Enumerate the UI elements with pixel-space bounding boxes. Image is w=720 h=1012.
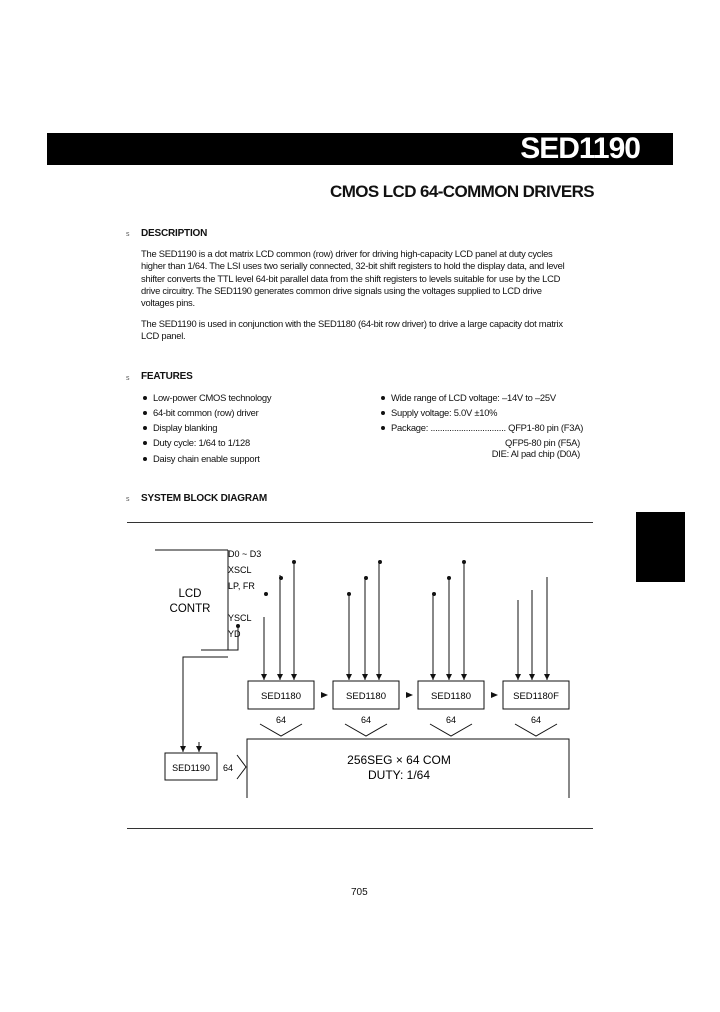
common-bus-chevron [237, 755, 246, 779]
common-driver [165, 753, 217, 780]
package-option: QFP5-80 pin (F5A) [505, 437, 580, 448]
text-line: higher than 1/64. The LSI uses two serially connected, 32-bit shift registers to hold the display data, and level [141, 260, 565, 272]
feature-item: Package: ................................ QFP1-80 pin (F3A) [381, 422, 583, 433]
text-line: The SED1190 is used in conjunction with the SED1180 (64-bit row driver) to drive a large capacity dot matrix [141, 318, 563, 329]
driver-label: SED1180 [431, 691, 471, 702]
segment-driver [333, 681, 399, 709]
signal-label: XSCL [228, 565, 252, 575]
feature-item: 64-bit common (row) driver [143, 407, 259, 418]
section-marker: s [126, 496, 130, 503]
text-line: voltages pins. [141, 297, 195, 309]
signal-label: YSCL [228, 613, 252, 623]
signal-arrows [264, 561, 547, 680]
block-diagram-heading: SYSTEM BLOCK DIAGRAM [141, 493, 268, 504]
section-marker: s [126, 375, 130, 382]
description-heading: DESCRIPTION [141, 228, 208, 239]
driver-label: SED1180F [513, 691, 559, 702]
driver-label: SED1180 [261, 691, 301, 702]
features-heading: FEATURES [141, 371, 193, 382]
section-marker: s [126, 231, 130, 238]
text-line: LCD panel. [141, 330, 186, 342]
bus-label: 64 [361, 715, 372, 725]
signal-label: LP, FR [228, 581, 255, 591]
page-number: 705 [351, 887, 368, 898]
text-line: shifter converts the TTL level 64-bit parallel data from the shift registers to levels suitable for use by the LCD [141, 272, 561, 284]
feature-item: Display blanking [143, 422, 217, 433]
bus-label: 64 [223, 763, 234, 773]
package-option: DIE: Al pad chip (D0A) [491, 448, 580, 459]
panel-label: DUTY: 1/64 [367, 768, 431, 782]
signal-label: YD [228, 629, 241, 639]
section-tab [636, 512, 685, 582]
part-number-title: SED1190 [520, 132, 640, 165]
panel-label: 256SEG × 64 COM [347, 753, 451, 767]
lcd-panel [247, 739, 569, 798]
bus-label: 64 [531, 715, 542, 725]
feature-item: Low-power CMOS technology [143, 392, 271, 403]
lcd-controller [155, 550, 228, 650]
feature-item: Wide range of LCD voltage: –14V to –25V [381, 392, 556, 403]
driver-label: SED1180 [346, 691, 386, 702]
signal-dots [236, 560, 466, 628]
controller-label: CONTR [169, 603, 211, 615]
controller-label: LCD [178, 588, 202, 600]
segment-driver [248, 681, 314, 709]
bus-label: 64 [446, 715, 457, 725]
text-line: The SED1190 is a dot matrix LCD common (row) driver for driving high-capacity LCD panel at duty cycles [141, 248, 553, 259]
common-signal-lines [183, 627, 238, 752]
segment-driver [418, 681, 484, 709]
feature-item: Supply voltage: 5.0V ±10% [381, 407, 497, 418]
feature-item: Duty cycle: 1/64 to 1/128 [143, 437, 250, 448]
segment-driver [503, 681, 569, 709]
driver-label: SED1190 [172, 763, 210, 773]
divider-bottom [127, 828, 593, 829]
page-subtitle: CMOS LCD 64-COMMON DRIVERS [330, 182, 594, 201]
signal-label: D0 ~ D3 [228, 549, 262, 559]
feature-item: Daisy chain enable support [143, 453, 260, 464]
bus-chevrons [260, 724, 557, 736]
bus-label: 64 [276, 715, 287, 725]
text-line: drive circuitry. The SED1190 generates common drive signals using the voltages supplied to LCD drive [141, 284, 542, 296]
